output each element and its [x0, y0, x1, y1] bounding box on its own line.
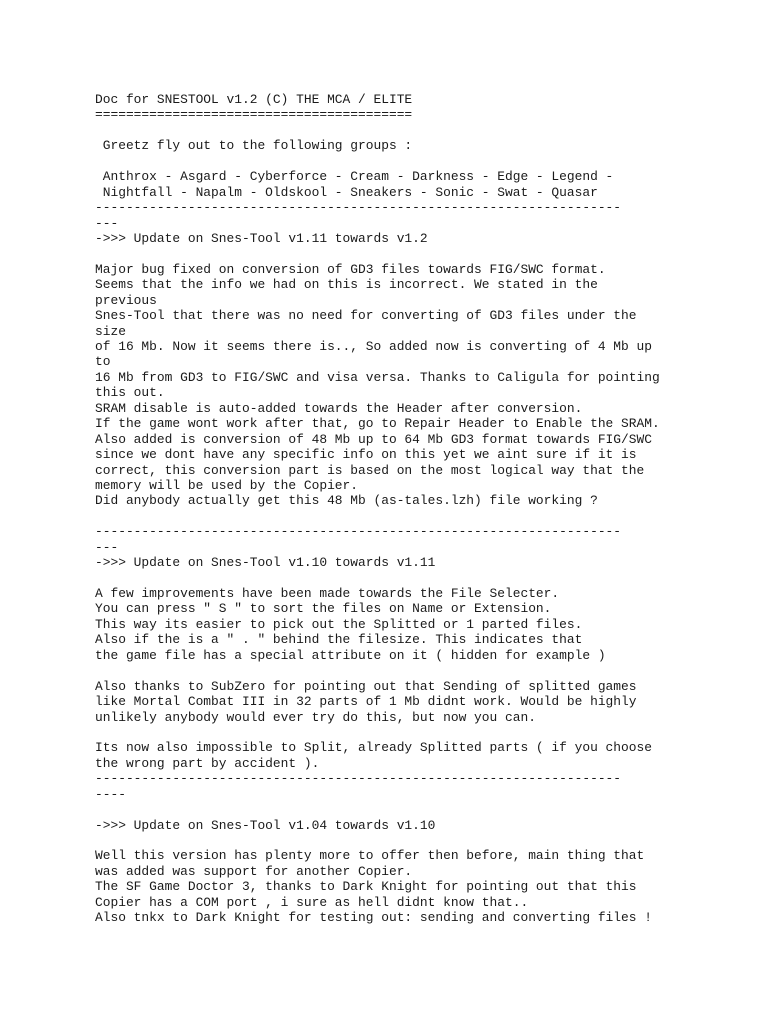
- section-divider: --------------------------------------------------------------------: [95, 524, 622, 540]
- greetz-groups-line: Anthrox - Asgard - Cyberforce - Cream - Darkness - Edge - Legend -: [95, 169, 614, 185]
- blank-line: [95, 802, 685, 817]
- text-line: like Mortal Combat III in 32 parts of 1 Mb didnt work. Would be highly: [95, 694, 637, 710]
- text-line: Snes-Tool that there was no need for converting of GD3 files under the: [95, 308, 637, 324]
- greetz-groups-line: Nightfall - Napalm - Oldskool - Sneakers - Sonic - Swat - Quasar: [95, 184, 598, 200]
- text-line: correct, this conversion part is based on the most logical way that the: [95, 462, 645, 478]
- section-divider: --------------------------------------------------------------------: [95, 200, 622, 216]
- text-line: If the game wont work after that, go to Repair Header to Enable the SRAM.: [95, 416, 660, 432]
- doc-title: Doc for SNESTOOL v1.2 (C) THE MCA / ELITE: [95, 92, 413, 107]
- text-line: Also thanks to SubZero for pointing out that Sending of splitted games: [95, 678, 637, 694]
- section-divider: ---: [95, 215, 119, 231]
- text-line: the game file has a special attribute on it ( hidden for example ): [95, 647, 606, 663]
- text-line: was added was support for another Copier.: [95, 863, 413, 879]
- text-line: unlikely anybody would ever try do this, but now you can.: [95, 709, 536, 725]
- text-line: of 16 Mb. Now it seems there is.., So added now is converting of 4 Mb up: [95, 339, 652, 354]
- text-line: size: [95, 323, 126, 339]
- document-page: [95, 92, 685, 926]
- text-line: SRAM disable is auto-added towards the Header after conversion.: [95, 400, 583, 416]
- blank-line: [95, 571, 685, 586]
- blank-line: [95, 123, 685, 138]
- blank-line: [95, 154, 685, 169]
- text-line: Also tnkx to Dark Knight for testing out: sending and converting files !: [95, 910, 652, 926]
- section-divider: ---: [95, 539, 119, 555]
- blank-line: [95, 509, 685, 524]
- text-line: Also if the is a " . " behind the filesize. This indicates that: [95, 632, 583, 648]
- section-heading: ->>> Update on Snes-Tool v1.10 towards v1.11: [95, 555, 436, 571]
- blank-line: [95, 833, 685, 848]
- blank-line: [95, 246, 685, 261]
- text-line: previous: [95, 292, 157, 308]
- text-line: Also added is conversion of 48 Mb up to 64 Mb GD3 format towards FIG/SWC: [95, 431, 652, 447]
- text-line: the wrong part by accident ).: [95, 755, 320, 771]
- text-line: to: [95, 354, 111, 370]
- text-line: 16 Mb from GD3 to FIG/SWC and visa versa. Thanks to Caligula for pointing: [95, 369, 660, 385]
- blank-line: [95, 663, 685, 678]
- text-line: Well this version has plenty more to offer then before, main thing that: [95, 848, 645, 864]
- section-heading: ->>> Update on Snes-Tool v1.11 towards v1.2: [95, 230, 428, 246]
- text-line: Did anybody actually get this 48 Mb (as-tales.lzh) file working ?: [95, 493, 598, 509]
- text-line: memory will be used by the Copier.: [95, 477, 359, 493]
- text-line: This way its easier to pick out the Splitted or 1 parted files.: [95, 616, 583, 632]
- text-line: A few improvements have been made towards the File Selecter.: [95, 586, 560, 601]
- section-heading: ->>> Update on Snes-Tool v1.04 towards v1.10: [95, 817, 436, 833]
- text-line: You can press " S " to sort the files on Name or Extension.: [95, 601, 552, 617]
- text-line: this out.: [95, 385, 165, 401]
- section-divider: ----: [95, 786, 126, 802]
- blank-line: [95, 725, 685, 740]
- greetz-heading: Greetz fly out to the following groups :: [95, 138, 413, 154]
- section-divider: --------------------------------------------------------------------: [95, 771, 622, 787]
- text-line: The SF Game Doctor 3, thanks to Dark Knight for pointing out that this: [95, 879, 637, 895]
- text-line: since we dont have any specific info on this yet we aint sure if it is: [95, 447, 637, 463]
- text-line: Copier has a COM port , i sure as hell didnt know that..: [95, 894, 529, 910]
- text-line: Seems that the info we had on this is incorrect. We stated in the: [95, 277, 598, 293]
- text-line: Its now also impossible to Split, already Splitted parts ( if you choose: [95, 740, 652, 756]
- text-line: Major bug fixed on conversion of GD3 files towards FIG/SWC format.: [95, 261, 606, 277]
- title-underline: =========================================: [95, 107, 413, 123]
